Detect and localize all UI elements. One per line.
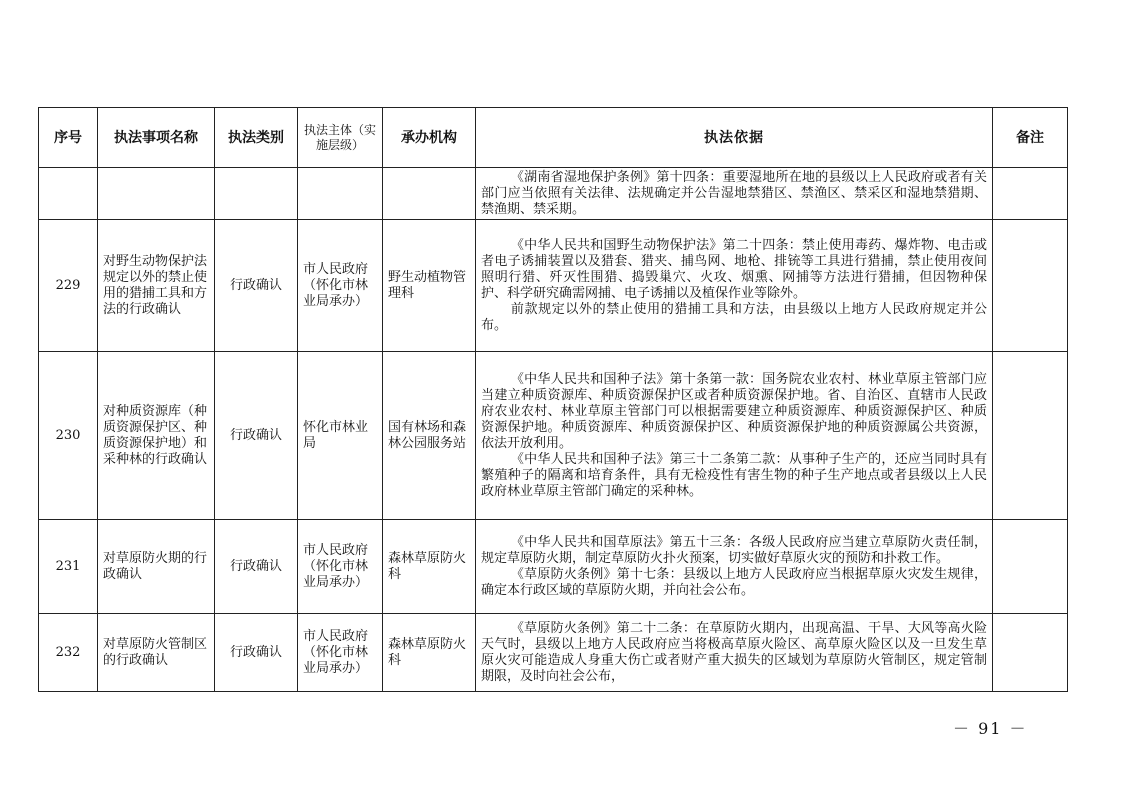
table-row	[39, 520, 1068, 614]
row-enforcement-type: 行政确认	[215, 614, 298, 692]
legal-basis-paragraph: 《中华人民共和国种子法》第三十二条第二款：从事种子生产的，还应当同时具有繁殖种子的隔离和培育条件，具有无检疫性有害生物的种子生产地点或者县级以上人民政府林业草原主管部门确定的采种林。	[481, 451, 987, 499]
row-legal-basis	[476, 168, 993, 220]
table-row	[39, 220, 1068, 352]
legal-basis-paragraph: 《中华人民共和国草原法》第五十三条：各级人民政府应当建立草原防火责任制，规定草原防火期，制定草原防火扑火预案，切实做好草原火灾的预防和扑救工作。	[481, 534, 987, 566]
row-legal-basis	[476, 614, 993, 692]
legal-basis-paragraph: 《草原防火条例》第二十二条：在草原防火期内，出现高温、干旱、大风等高火险天气时，县级以上地方人民政府应当将极高草原火险区、高草原火险区以及一旦发生草原火灾可能造成人身重大伤亡或者财产重大损失的区域划为草原防火管制区，规定管制期限，及时向社会公布，	[481, 620, 987, 684]
row-enforcement-subject: 市人民政府（怀化市林业局承办）	[298, 220, 383, 352]
legal-basis-paragraph: 《中华人民共和国种子法》第十条第一款：国务院农业农村、林业草原主管部门应当建立种质资源库、种质资源保护区或者种质资源保护地。省、自治区、直辖市人民政府农业农村、林业草原主管部门可以根据需要建立种质资源库、种质资源保护区、种质资源保护地。种质资源库、种质资源保护区、种质资源保护地的种质资源属公共资源，依法开放利用。	[481, 371, 987, 451]
legal-basis-paragraph: 前款规定以外的禁止使用的猎捕工具和方法，由县级以上地方人民政府规定并公布。	[481, 301, 987, 333]
row-enforcement-type	[215, 168, 298, 220]
legal-basis-paragraph: 《湖南省湿地保护条例》第十四条：重要湿地所在地的县级以上人民政府或者有关部门应当依照有关法律、法规确定并公告湿地禁猎区、禁渔区、禁采区和湿地禁猎期、禁渔期、禁采期。	[481, 169, 987, 217]
row-item-name: 对草原防火管制区的行政确认	[98, 614, 215, 692]
legal-basis-paragraph: 《中华人民共和国野生动物保护法》第二十四条：禁止使用毒药、爆炸物、电击或者电子诱捕装置以及猎套、猎夹、捕鸟网、地枪、排铳等工具进行猎捕，禁止使用夜间照明行猎、歼灭性围猎、捣毁巢穴、火攻、烟熏、网捕等方法进行猎捕，但因物种保护、科学研究确需网捕、电子诱捕以及植保作业等除外。	[481, 237, 987, 301]
header-remark: 备注	[993, 108, 1068, 168]
row-item-name: 对草原防火期的行政确认	[98, 520, 215, 614]
law-enforcement-table	[38, 107, 1068, 692]
row-handling-org	[383, 168, 476, 220]
table-row	[39, 168, 1068, 220]
row-seq	[39, 168, 98, 220]
row-item-name: 对野生动物保护法规定以外的禁止使用的猎捕工具和方法的行政确认	[98, 220, 215, 352]
header-name: 执法事项名称	[98, 108, 215, 168]
row-handling-org: 野生动植物管理科	[383, 220, 476, 352]
row-remark	[993, 220, 1068, 352]
row-remark	[993, 352, 1068, 520]
header-org: 承办机构	[383, 108, 476, 168]
row-enforcement-type: 行政确认	[215, 352, 298, 520]
row-legal-basis	[476, 352, 993, 520]
header-subject: 执法主体（实施层级）	[298, 108, 383, 168]
row-enforcement-subject: 怀化市林业局	[298, 352, 383, 520]
row-item-name: 对种质资源库（种质资源保护区、种质资源保护地）和采种林的行政确认	[98, 352, 215, 520]
row-handling-org: 森林草原防火科	[383, 520, 476, 614]
row-remark	[993, 520, 1068, 614]
row-seq: 232	[39, 614, 98, 692]
row-enforcement-subject	[298, 168, 383, 220]
row-seq: 230	[39, 352, 98, 520]
header-row	[39, 108, 1068, 168]
row-handling-org: 森林草原防火科	[383, 614, 476, 692]
row-legal-basis	[476, 220, 993, 352]
row-remark	[993, 168, 1068, 220]
table-row	[39, 614, 1068, 692]
row-enforcement-subject: 市人民政府（怀化市林业局承办）	[298, 614, 383, 692]
header-basis: 执法依据	[476, 108, 993, 168]
row-enforcement-type: 行政确认	[215, 220, 298, 352]
table-row	[39, 352, 1068, 520]
header-type: 执法类别	[215, 108, 298, 168]
row-remark	[993, 614, 1068, 692]
header-seq: 序号	[39, 108, 98, 168]
row-enforcement-subject: 市人民政府（怀化市林业局承办）	[298, 520, 383, 614]
row-enforcement-type: 行政确认	[215, 520, 298, 614]
row-handling-org: 国有林场和森林公园服务站	[383, 352, 476, 520]
row-legal-basis	[476, 520, 993, 614]
row-seq: 229	[39, 220, 98, 352]
row-seq: 231	[39, 520, 98, 614]
row-item-name	[98, 168, 215, 220]
page-number: － 91 －	[953, 719, 1028, 738]
legal-basis-paragraph: 《草原防火条例》第十七条：县级以上地方人民政府应当根据草原火灾发生规律，确定本行政区域的草原防火期，并向社会公布。	[481, 566, 987, 598]
